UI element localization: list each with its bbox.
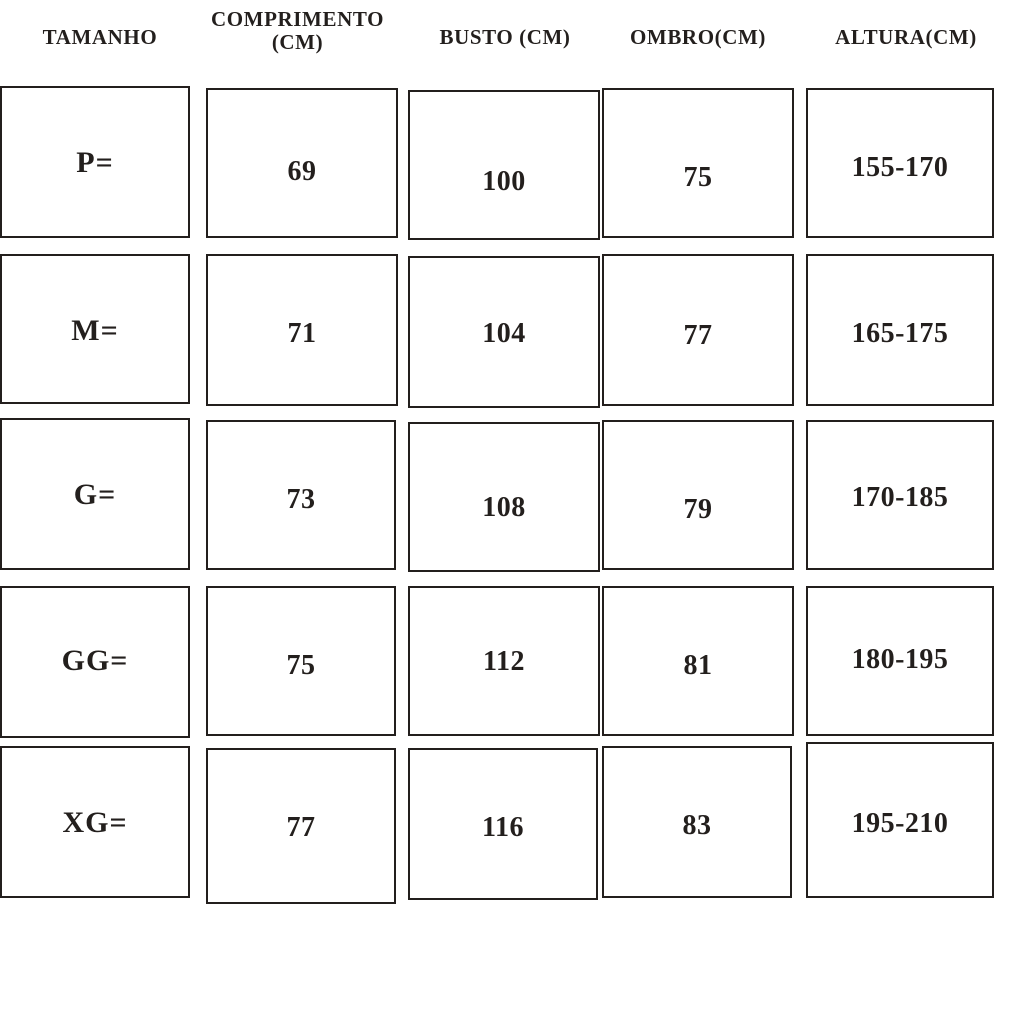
cell-value: 104 bbox=[482, 318, 526, 349]
table-cell-altura bbox=[806, 742, 994, 898]
table-cell-ombro bbox=[602, 254, 794, 406]
column-header-comprimento-line1: COMPRIMENTO bbox=[210, 7, 385, 31]
table-cell-altura bbox=[806, 420, 994, 570]
column-header-tamanho: TAMANHO bbox=[42, 25, 158, 49]
cell-value: 83 bbox=[682, 810, 712, 841]
cell-value: 79 bbox=[683, 494, 713, 525]
cell-value: P= bbox=[76, 146, 114, 179]
cell-value: 75 bbox=[286, 650, 316, 681]
column-header-ombro: OMBRO(CM) bbox=[629, 25, 767, 49]
cell-value: 108 bbox=[482, 492, 526, 523]
table-cell-ombro bbox=[602, 88, 794, 238]
table-cell-tamanho bbox=[0, 418, 190, 570]
cell-value: 180-195 bbox=[851, 644, 949, 675]
cell-value: 75 bbox=[683, 162, 713, 193]
cell-value: 81 bbox=[683, 650, 713, 681]
table-cell-ombro bbox=[602, 420, 794, 570]
table-cell-tamanho bbox=[0, 746, 190, 898]
cell-value: 195-210 bbox=[851, 808, 949, 839]
table-cell-busto bbox=[408, 256, 600, 408]
table-cell-comprimento bbox=[206, 254, 398, 406]
table-cell-altura bbox=[806, 586, 994, 736]
table-cell-ombro bbox=[602, 746, 792, 898]
table-cell-altura bbox=[806, 88, 994, 238]
cell-value: 69 bbox=[287, 156, 317, 187]
cell-value: XG= bbox=[62, 806, 128, 839]
table-cell-comprimento bbox=[206, 420, 396, 570]
cell-value: 77 bbox=[683, 320, 713, 351]
table-cell-tamanho bbox=[0, 586, 190, 738]
column-header-comprimento-line2: (CM) bbox=[271, 29, 324, 54]
table-cell-tamanho bbox=[0, 86, 190, 238]
table-cell-busto bbox=[408, 422, 600, 572]
cell-value: G= bbox=[73, 478, 117, 511]
table-cell-busto bbox=[408, 586, 600, 736]
table-cell-comprimento bbox=[206, 88, 398, 238]
table-cell-comprimento bbox=[206, 586, 396, 736]
cell-value: 165-175 bbox=[851, 318, 949, 349]
cell-value: 77 bbox=[286, 812, 316, 843]
cell-value: 73 bbox=[286, 484, 316, 515]
cell-value: 100 bbox=[482, 166, 526, 197]
table-cell-comprimento bbox=[206, 748, 396, 904]
cell-value: 71 bbox=[287, 318, 317, 349]
table-cell-busto bbox=[408, 90, 600, 240]
cell-value: 116 bbox=[482, 812, 524, 843]
table-cell-busto bbox=[408, 748, 598, 900]
column-header-busto: BUSTO (CM) bbox=[439, 25, 571, 49]
table-cell-tamanho bbox=[0, 254, 190, 404]
cell-value: 155-170 bbox=[851, 152, 949, 183]
table-cell-ombro bbox=[602, 586, 794, 736]
cell-value: M= bbox=[71, 314, 119, 347]
cell-value: 170-185 bbox=[851, 482, 949, 513]
cell-value: GG= bbox=[61, 644, 129, 677]
column-header-altura: ALTURA(CM) bbox=[835, 25, 977, 49]
table-cell-altura bbox=[806, 254, 994, 406]
cell-value: 112 bbox=[483, 646, 525, 677]
column-header-comprimento bbox=[190, 8, 405, 53]
